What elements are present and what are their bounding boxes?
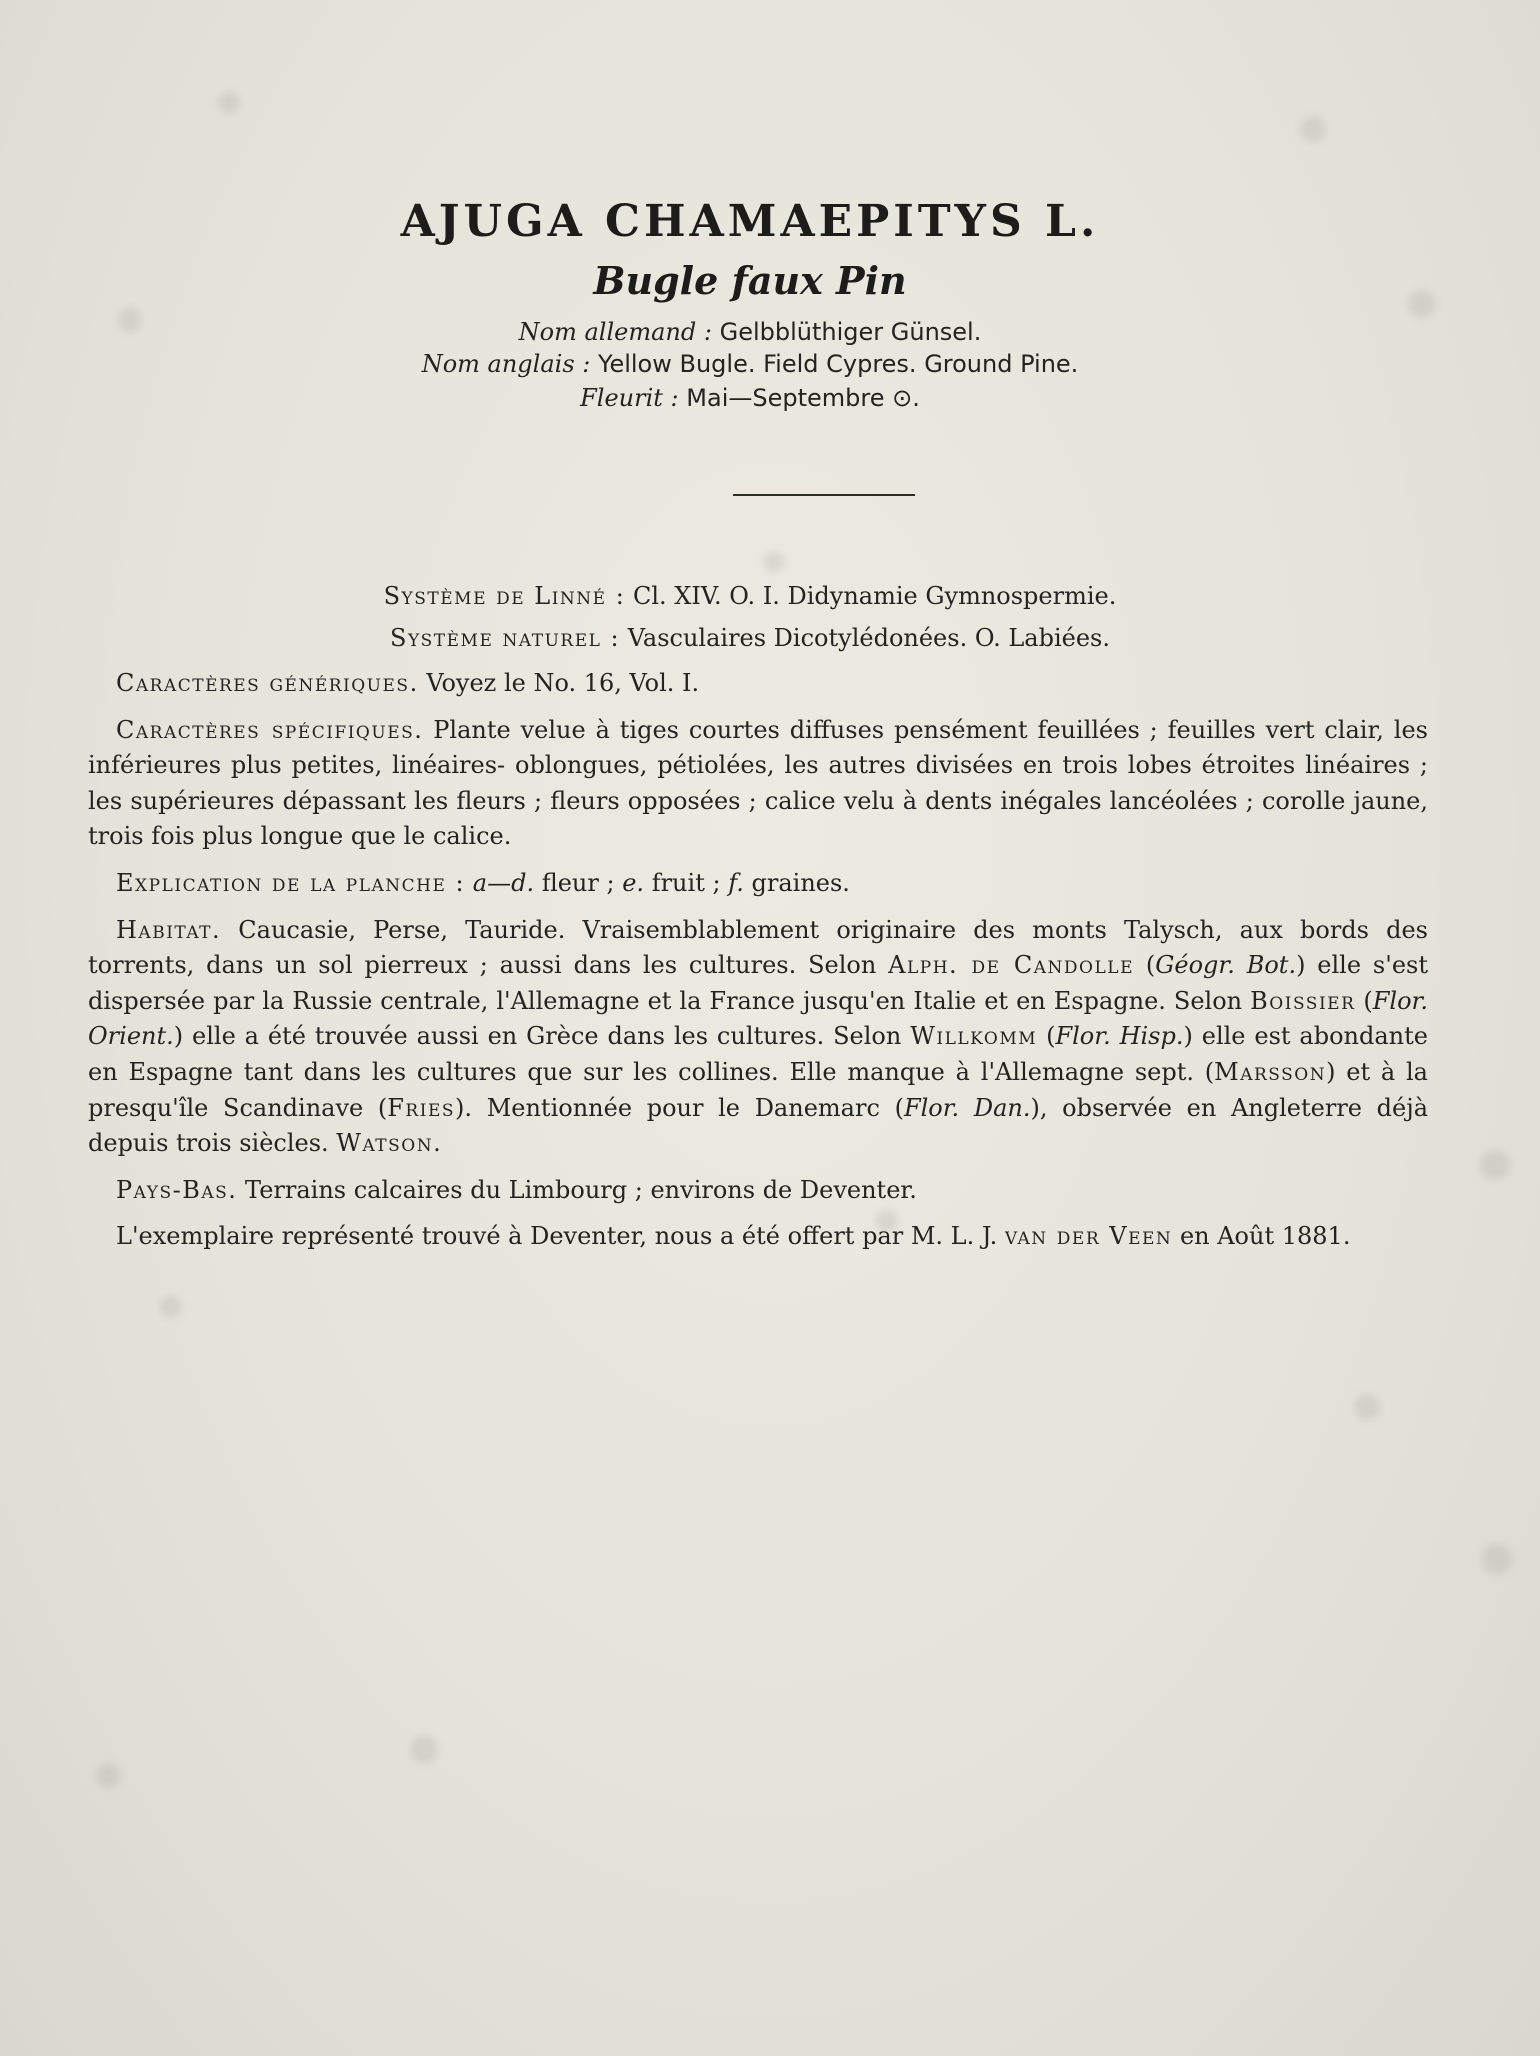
explication-text-2: fruit ;	[651, 868, 721, 897]
system-naturel-value: Vasculaires Dicotylédonées. O. Labiées.	[627, 624, 1110, 652]
paysbas-label: Pays-Bas.	[116, 1175, 238, 1204]
generiques-label: Caractères génériques.	[116, 669, 419, 697]
paragraph-generiques	[88, 666, 1428, 702]
paragraph-specifiques	[88, 713, 1428, 855]
explication-text-3: graines.	[751, 868, 850, 897]
paper-stain	[218, 92, 240, 114]
habitat-text-9: ). Mentionnée pour le Danemarc (	[455, 1093, 904, 1122]
english-name-value: Yellow Bugle. Field Cypres. Ground Pine.	[597, 350, 1079, 378]
author-candolle: Alph. de Candolle	[888, 951, 1134, 980]
donor-name: van der Veen	[1004, 1222, 1173, 1251]
name-line-german	[0, 318, 1500, 346]
explication-ref-a: a—d.	[472, 868, 535, 897]
habitat-text-1: Caucasie, Perse, Tauride. Vraisemblablement originaire des monts Talysch, aux bords des torrents, dans un sol pierreux ; aussi dans les cultures. Selon	[88, 915, 1428, 980]
paper-stain	[764, 552, 784, 572]
paper-stain	[1300, 116, 1326, 142]
system-linne	[0, 582, 1500, 610]
divider-rule	[733, 494, 915, 496]
citation-flor-orient: Flor. Orient.	[88, 986, 1429, 1051]
habitat-text-10: ), observée en Angleterre déjà depuis trois siècles.	[88, 1093, 1428, 1158]
paragraph-explication	[88, 866, 1428, 902]
paper-stain	[410, 1736, 438, 1764]
citation-flor-hisp: Flor. Hisp.	[1055, 1022, 1184, 1051]
author-boissier: Boissier	[1250, 986, 1356, 1015]
paysbas-text: Terrains calcaires du Limbourg ; environs de Deventer.	[245, 1175, 917, 1204]
system-naturel	[0, 624, 1500, 652]
paper-stain	[1482, 1544, 1512, 1574]
name-line-english	[0, 350, 1500, 378]
explication-ref-f: f.	[728, 868, 744, 897]
explication-ref-e: e.	[622, 868, 645, 897]
habitat-text-3: ) elle s'est dispersée par la Russie centrale, l'Allemagne et la France jusqu'en Italie et en Espagne. Selon	[88, 951, 1428, 1015]
habitat-label: Habitat.	[116, 915, 222, 944]
english-name-label: Nom anglais :	[421, 350, 591, 378]
author-fries: Fries	[387, 1093, 456, 1122]
generiques-text: Voyez le No. 16, Vol. I.	[426, 669, 700, 697]
paper-stain	[1480, 1150, 1510, 1180]
paper-stain	[1354, 1394, 1380, 1420]
body-text	[88, 666, 1428, 1266]
system-naturel-label: Système naturel :	[390, 624, 621, 652]
habitat-text-7: ) elle est abondante en Espagne tant dans les cultures que sur les collines. Elle manque à l'Allemagne sept. (	[88, 1022, 1428, 1086]
page-title: AJUGA CHAMAEPITYS L.	[400, 196, 1100, 247]
habitat-text-2: (	[1145, 951, 1156, 980]
system-linne-label: Système de Linné :	[383, 582, 626, 610]
name-line-flowering	[0, 384, 1500, 412]
paragraph-habitat	[88, 913, 1428, 1162]
specifiques-text: Plante velue à tiges courtes diffuses pensément feuillées ; feuilles vert clair, les inférieures plus petites, linéaires- oblongues, pétiolées, les autres divisées en trois lobes étroites linéaires ; les supérieures dépassant les fleurs ; fleurs opposées ; calice velu à dents inégales lancéolées ; corolle jaune, trois fois plus longue que le calice.	[88, 715, 1428, 851]
habitat-text-8: ) et à la presqu'île Scandinave (	[88, 1057, 1428, 1122]
specifiques-label: Caractères spécifiques.	[116, 715, 424, 744]
citation-geogr-bot: Géogr. Bot.	[1155, 951, 1297, 980]
exemplaire-text-1: L'exemplaire représenté trouvé à Deventer, nous a été offert par M. L. J.	[116, 1222, 998, 1251]
author-watson: Watson.	[336, 1129, 443, 1158]
author-willkomm: Willkomm	[910, 1022, 1038, 1051]
german-name-value: Gelbblüthiger Günsel.	[719, 318, 982, 346]
paragraph-paysbas	[88, 1173, 1428, 1209]
common-name: Bugle faux Pin	[593, 258, 907, 303]
paper-stain	[96, 1764, 120, 1788]
explication-label: Explication de la planche :	[116, 868, 466, 897]
flowering-value: Mai—Septembre ⊙.	[686, 384, 920, 412]
habitat-text-4: (	[1363, 986, 1373, 1015]
explication-text-1: fleur ;	[541, 868, 615, 897]
system-linne-value: Cl. XIV. O. I. Didynamie Gymnospermie.	[632, 582, 1117, 610]
paper-stain	[160, 1296, 182, 1318]
habitat-text-5: ) elle a été trouvée aussi en Grèce dans les cultures. Selon	[173, 1022, 902, 1051]
author-marsson: Marsson	[1214, 1057, 1327, 1086]
paragraph-exemplaire	[88, 1219, 1428, 1255]
habitat-text-6: (	[1046, 1022, 1056, 1051]
flowering-label: Fleurit :	[580, 384, 679, 412]
german-name-label: Nom allemand :	[518, 318, 712, 346]
exemplaire-text-2: en Août 1881.	[1179, 1222, 1351, 1251]
citation-flor-dan: Flor. Dan.	[903, 1093, 1031, 1122]
